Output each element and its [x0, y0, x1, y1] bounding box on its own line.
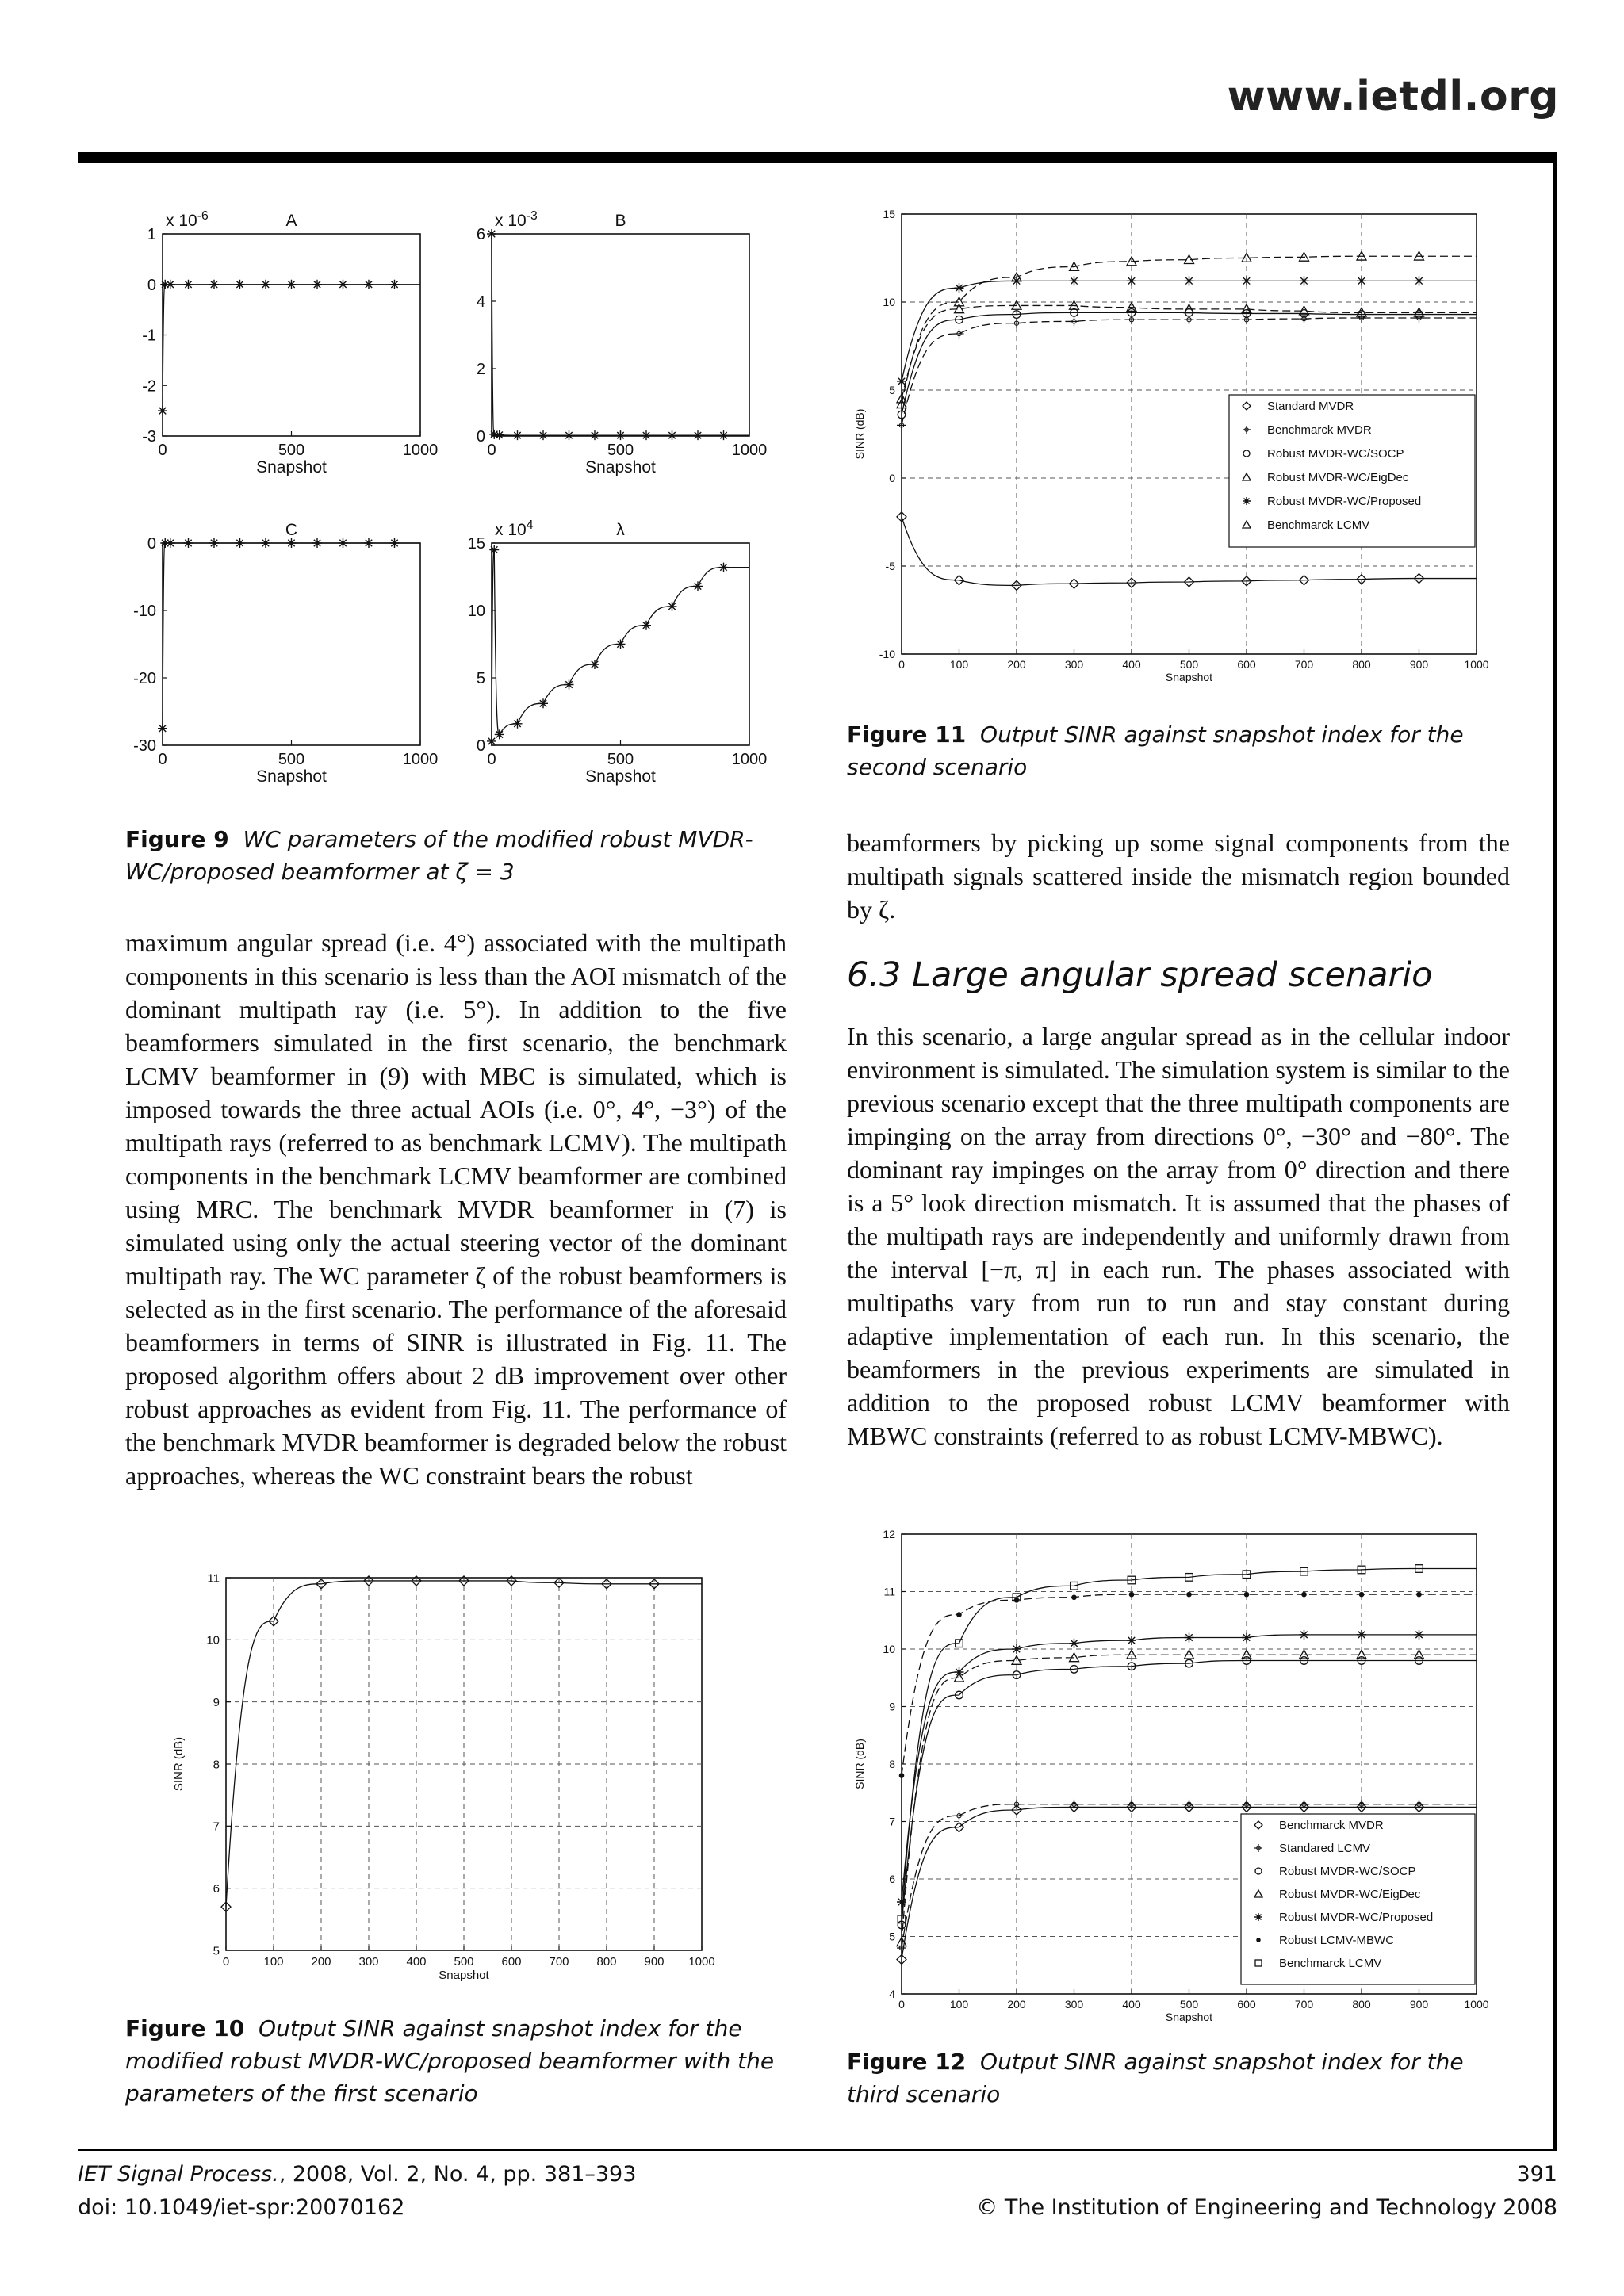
legend-label-0: Standard MVDR: [1267, 400, 1354, 413]
y-tick-label-1: 6: [213, 1881, 220, 1896]
y-axis-label: SINR (dB): [172, 1736, 186, 1792]
data-point-4-2: [1012, 1644, 1021, 1654]
y-tick-label-4: 8: [889, 1757, 895, 1770]
x-tick-label-5: 500: [1179, 658, 1199, 671]
x-axis-label: Snapshot: [585, 458, 656, 476]
y-tick-label-4: 9: [213, 1695, 220, 1709]
doi: doi: 10.1049/iet-spr:20070162: [78, 2195, 405, 2220]
legend-marker-4: [1254, 1913, 1262, 1921]
x-tick-label-2: 1000: [402, 751, 439, 768]
figure-10-label: Figure 10: [125, 2015, 245, 2042]
data-point-0-9: [339, 538, 348, 548]
y-tick-label-6: 6: [889, 1872, 895, 1885]
x-tick-label-3: 300: [1064, 658, 1084, 671]
x-tick-label-1: 500: [278, 442, 305, 459]
data-point-0-5: [565, 680, 574, 690]
data-point-4-4: [1127, 276, 1136, 285]
x-axis-label: Snapshot: [256, 458, 327, 476]
right-margin-rule: [1553, 152, 1557, 2150]
data-point-5-1: [956, 1612, 962, 1617]
y-tick-label-5: 7: [889, 1815, 895, 1828]
data-point-4-9: [1415, 276, 1424, 285]
data-point-0-4: [538, 430, 548, 440]
y-tick-label-5: 10: [206, 1633, 220, 1647]
x-tick-label-9: 900: [1409, 1998, 1429, 2011]
data-point-0-4: [538, 698, 548, 708]
x-tick-label-3: 300: [358, 1955, 379, 1969]
footer-rule: [78, 2149, 1557, 2151]
figure-9: [79, 198, 793, 817]
y-tick-label-0: 12: [883, 1527, 895, 1540]
x-tick-label-7: 700: [1294, 1998, 1314, 2011]
plot-frame: [163, 543, 420, 745]
x-tick-label-2: 1000: [402, 442, 439, 459]
data-point-0-6: [590, 430, 599, 440]
right-paragraph-2: In this scenario, a large angular spread as in the cellular indoor environment is simulated. The simulation system is similar to the previous scenario except that the three multipath components are impinging on the array from directions 0°, −30° and −80°. The dominant ray impinges on the array from 0° direction and there is a 5° look direction mismatch. It is assumed that the phases of the multipath rays are independently and uniformly drawn from the interval [−π, π] in each run. The phases associated with multipaths vary from run to run and stay constant during adaptive implementation of each run. In this scenario, the beamformers in the previous experiments are simulated in addition to the proposed robust LCMV beamformer with MBWC constraints (referred to as robust LCMV-MBWC).: [847, 1022, 1510, 1450]
data-point-0-5: [565, 430, 574, 440]
x-axis-label: Snapshot: [1165, 2011, 1213, 2023]
y-tick-label-4: -5: [885, 559, 895, 572]
data-point-4-8: [1357, 1630, 1366, 1640]
legend-marker-4: [1243, 497, 1251, 505]
legend-label-5: Robust LCMV-MBWC: [1279, 1934, 1395, 1947]
x-tick-label-8: 800: [1352, 658, 1371, 671]
data-point-4-7: [1300, 1630, 1309, 1640]
x-tick-label-0: 0: [158, 442, 167, 459]
y-tick-label-2: -1: [142, 327, 156, 345]
figure-11-label: Figure 11: [847, 721, 967, 748]
axis-exponent: x $10^{-3}$: [495, 209, 538, 230]
data-point-4-9: [1415, 1630, 1424, 1640]
legend-label-4: Robust MVDR-WC/Proposed: [1267, 495, 1422, 508]
x-tick-label-2: 200: [1007, 1998, 1026, 2011]
x-axis-label: Snapshot: [585, 767, 656, 786]
x-tick-label-0: 0: [487, 751, 496, 768]
section-heading: 6.3 Large angular spread scenario: [847, 955, 1433, 995]
site-url[interactable]: www.ietdl.org: [1227, 73, 1559, 121]
x-tick-label-4: 400: [1122, 1998, 1141, 2011]
data-point-4-2: [1012, 276, 1021, 285]
data-point-4-1: [955, 1667, 964, 1677]
right-paragraph-1: beamformers by picking up some signal components from the multipath signals scattered inside the mismatch region bounded by ζ.: [847, 828, 1510, 924]
y-tick-label-2: 5: [476, 670, 485, 687]
data-point-4-3: [1070, 1639, 1079, 1648]
x-tick-label-1: 100: [263, 1955, 284, 1969]
figure-9-subplot-2: [133, 521, 438, 786]
chart-title: C: [285, 521, 298, 539]
figure-9-caption-text: WC parameters of the modified robust MVDR-WC/proposed beamformer at ζ = 3: [125, 826, 753, 885]
x-tick-label-5: 500: [454, 1955, 474, 1969]
x-axis-label: Snapshot: [1165, 671, 1213, 683]
figure-11-caption: [847, 718, 1513, 783]
footer-left: [78, 2158, 636, 2225]
x-tick-label-4: 400: [1122, 658, 1141, 671]
legend-label-2: Robust MVDR-WC/SOCP: [1267, 447, 1404, 461]
plot-frame: [492, 234, 749, 436]
figure-12-label: Figure 12: [847, 2049, 967, 2075]
y-tick-label-3: -30: [133, 737, 156, 755]
chart-title: A: [285, 212, 297, 230]
x-tick-label-0: 0: [222, 1955, 230, 1969]
x-tick-label-9: 900: [1409, 658, 1429, 671]
data-point-4-5: [1185, 276, 1194, 285]
data-point-0-8: [642, 430, 651, 440]
y-tick-label-0: 0: [147, 535, 156, 553]
x-tick-label-2: 200: [1007, 658, 1026, 671]
data-point-0-7: [616, 430, 626, 440]
legend-label-0: Benchmarck MVDR: [1279, 1819, 1384, 1832]
x-tick-label-10: 1000: [1464, 658, 1489, 671]
y-tick-label-5: -10: [879, 647, 895, 660]
figure-11: [852, 202, 1495, 702]
data-point-0-3: [513, 430, 523, 440]
y-tick-label-2: 2: [476, 361, 485, 378]
y-tick-label-6: 11: [207, 1571, 220, 1586]
x-tick-label-2: 1000: [731, 442, 768, 459]
legend-marker-5: [1256, 1938, 1261, 1942]
left-column-text: [125, 926, 787, 1492]
axis-exponent: x $10^{-6}$: [166, 209, 209, 230]
y-tick-label-0: 6: [476, 226, 485, 243]
y-tick-label-2: 5: [889, 383, 895, 396]
data-point-5-8: [1359, 1592, 1365, 1598]
y-tick-label-3: 0: [476, 737, 485, 755]
journal-name: IET Signal Process.: [78, 2162, 279, 2187]
x-tick-label-2: 200: [311, 1955, 331, 1969]
data-point-5-0: [899, 1773, 905, 1778]
y-tick-label-0: 5: [213, 1944, 220, 1958]
y-tick-label-4: -3: [142, 428, 156, 446]
y-tick-label-1: 10: [467, 603, 485, 620]
y-axis-label: SINR (dB): [853, 1739, 866, 1789]
data-point-0-11: [390, 538, 400, 548]
figure-9-caption: [125, 823, 791, 888]
x-tick-label-8: 800: [596, 1955, 617, 1969]
right-column-text-top: [847, 826, 1510, 926]
data-point-4-1: [955, 283, 964, 293]
data-point-0-6: [590, 660, 599, 669]
x-tick-label-2: 1000: [731, 751, 768, 768]
figure-9-label: Figure 9: [125, 826, 229, 852]
data-point-5-6: [1244, 1592, 1250, 1598]
y-tick-label-1: 10: [883, 295, 895, 308]
data-point-0-2: [166, 538, 175, 548]
data-point-5-4: [1129, 1592, 1135, 1598]
x-tick-label-5: 500: [1179, 1998, 1199, 2011]
x-tick-label-1: 100: [949, 658, 969, 671]
data-point-5-5: [1186, 1592, 1192, 1598]
x-tick-label-6: 600: [1237, 658, 1256, 671]
x-tick-label-10: 1000: [1464, 1998, 1489, 2011]
x-tick-label-6: 600: [1237, 1998, 1256, 2011]
data-point-0-0: [158, 724, 167, 733]
x-axis-label: Snapshot: [256, 767, 327, 786]
x-axis-label: Snapshot: [439, 1969, 489, 1982]
y-tick-label-1: 11: [883, 1585, 895, 1598]
y-tick-label-2: -20: [133, 670, 156, 687]
x-tick-label-8: 800: [1352, 1998, 1371, 2011]
y-tick-label-8: 4: [889, 1987, 895, 2000]
y-tick-label-3: -2: [142, 377, 156, 396]
axis-exponent: x $10^4$: [495, 519, 534, 539]
x-tick-label-7: 700: [549, 1955, 569, 1969]
data-point-4-7: [1300, 276, 1309, 285]
figure-10: [159, 1558, 737, 1998]
copyright: © The Institution of Engineering and Technology 2008: [976, 2195, 1557, 2220]
header-rule: [78, 152, 1557, 163]
data-point-0-0: [158, 406, 167, 415]
y-tick-label-2: 10: [883, 1642, 895, 1655]
data-point-4-6: [1242, 276, 1251, 285]
data-point-4-5: [1185, 1633, 1194, 1643]
data-point-0-11: [719, 430, 729, 440]
y-tick-label-3: 0: [476, 428, 485, 446]
x-tick-label-9: 900: [644, 1955, 665, 1969]
chart-title: λ: [616, 521, 625, 539]
legend-label-5: Benchmarck LCMV: [1267, 519, 1370, 532]
x-tick-label-1: 500: [607, 442, 634, 459]
data-point-4-3: [1070, 276, 1079, 285]
data-point-0-8: [642, 621, 651, 630]
y-tick-label-7: 5: [889, 1930, 895, 1943]
y-tick-label-0: 15: [883, 207, 895, 220]
chart-title: B: [615, 212, 626, 230]
y-axis-label: SINR (dB): [853, 408, 866, 460]
data-point-5-3: [1071, 1594, 1077, 1600]
y-tick-label-1: -10: [133, 603, 156, 620]
data-point-5-2: [1014, 1598, 1020, 1603]
journal-citation: , 2008, Vol. 2, No. 4, pp. 381–393: [278, 2162, 637, 2187]
data-point-0-10: [364, 538, 373, 548]
legend-label-3: Robust MVDR-WC/EigDec: [1279, 1888, 1421, 1901]
data-point-0-7: [287, 538, 297, 548]
x-tick-label-3: 300: [1064, 1998, 1084, 2011]
legend-label-2: Robust MVDR-WC/SOCP: [1279, 1865, 1416, 1878]
y-tick-label-3: 8: [213, 1758, 220, 1772]
legend-label-1: Benchmarck MVDR: [1267, 423, 1372, 437]
left-paragraph: maximum angular spread (i.e. 4°) associated with the multipath components in this scenario is less than the AOI mismatch of the dominant multipath ray (i.e. 5°). In addition to the five beamformers simulated in the first scenario, the benchmark LCMV beamformer in (9) with MBC is simulated, which is imposed towards the three actual AOIs (i.e. 0°, 4°, −3°) of the multipath rays (referred to as benchmark LCMV). The multipath components in the benchmark LCMV beamformer are combined using MRC. The benchmark MVDR beamformer in (7) is simulated using only the actual steering vector of the dominant multipath ray. The WC parameter ζ of the robust beamformers is selected as in the first scenario. The performance of the aforesaid beamformers in terms of SINR is illustrated in Fig. 11. The proposed algorithm offers about 2 dB improvement over other robust approaches as evident from Fig. 11. The performance of the benchmark MVDR beamformer is degraded below the robust approaches, whereas the WC constraint bears the robust: [125, 928, 787, 1490]
data-point-0-3: [513, 719, 523, 729]
figure-12: [852, 1522, 1495, 2030]
figure-10-caption: [125, 2012, 791, 2110]
data-point-5-7: [1301, 1592, 1307, 1598]
y-tick-label-2: 7: [213, 1820, 220, 1834]
x-tick-label-0: 0: [158, 751, 167, 768]
x-tick-label-1: 500: [278, 751, 305, 768]
figure-10-caption-text: Output SINR against snapshot index for the modified robust MVDR-WC/proposed beamformer with the parameters of the first scenario: [125, 2015, 775, 2107]
legend-label-3: Robust MVDR-WC/EigDec: [1267, 471, 1409, 484]
data-point-4-8: [1357, 276, 1366, 285]
data-point-4-0: [897, 1897, 906, 1907]
legend-label-6: Benchmarck LCMV: [1279, 1957, 1382, 1970]
data-point-0-7: [616, 640, 626, 649]
x-tick-label-7: 700: [1294, 658, 1314, 671]
legend-label-4: Robust MVDR-WC/Proposed: [1279, 1911, 1434, 1924]
x-tick-label-0: 0: [898, 658, 905, 671]
plot-frame: [163, 234, 420, 436]
x-tick-label-1: 100: [949, 1998, 969, 2011]
y-tick-label-1: 4: [476, 293, 485, 311]
x-tick-label-4: 400: [406, 1955, 427, 1969]
y-tick-label-3: 0: [889, 471, 895, 484]
footer-right: [976, 2158, 1557, 2225]
x-tick-label-0: 0: [898, 1998, 905, 2011]
figure-12-caption-text: Output SINR against snapshot index for the third scenario: [847, 2049, 1464, 2107]
data-point-5-9: [1416, 1592, 1422, 1598]
figure-9-subplot-0: [142, 209, 438, 476]
y-tick-label-1: 0: [147, 276, 156, 294]
data-point-4-4: [1127, 1636, 1136, 1645]
y-tick-label-0: 15: [467, 535, 485, 553]
right-column-text-bottom: [847, 1020, 1510, 1452]
data-point-0-1: [489, 430, 499, 439]
figure-11-caption-text: Output SINR against snapshot index for the second scenario: [847, 721, 1464, 780]
data-point-0-8: [312, 538, 322, 548]
page-number: 391: [1516, 2162, 1557, 2187]
figure-9-subplot-1: [477, 209, 767, 476]
data-point-4-6: [1242, 1633, 1251, 1643]
x-tick-label-1: 500: [607, 751, 634, 768]
data-point-0-3: [184, 538, 193, 548]
data-point-0-10: [693, 430, 703, 440]
figure-12-caption: [847, 2045, 1513, 2110]
data-point-0-9: [668, 430, 677, 440]
y-tick-label-0: 1: [147, 226, 156, 243]
data-point-0-1: [489, 545, 499, 555]
x-tick-label-6: 600: [501, 1955, 522, 1969]
legend-label-1: Standared LCMV: [1279, 1842, 1371, 1855]
x-tick-label-10: 1000: [688, 1955, 715, 1969]
x-tick-label-0: 0: [487, 442, 496, 459]
figure-9-subplot-3: [468, 519, 768, 786]
y-tick-label-3: 9: [889, 1700, 895, 1713]
